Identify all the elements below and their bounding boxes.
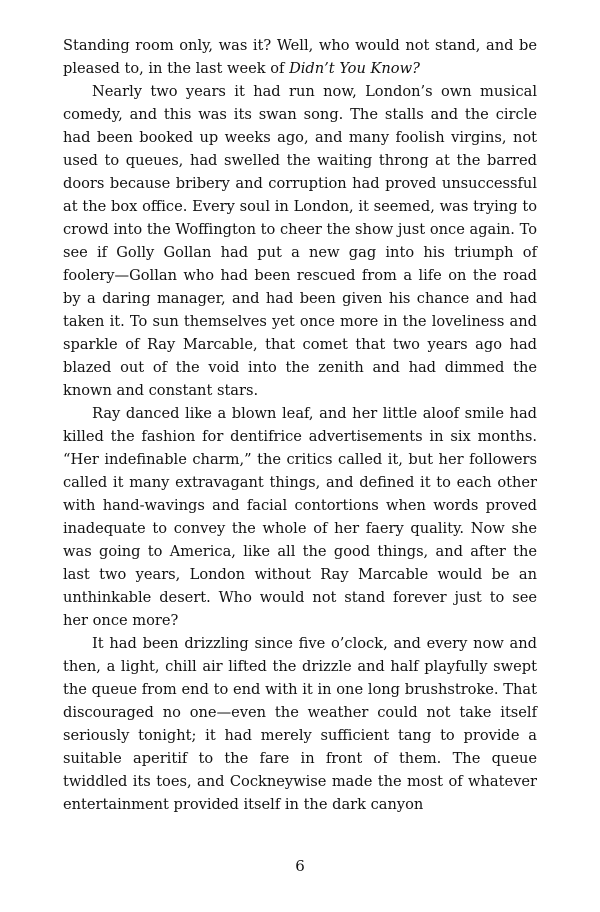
paragraph: Nearly two years it had run now, London’s own musical comedy, and this was its swan song. The stalls and the circle had been booked up weeks ago, and many foolish virgins, not used to queues, had swelled the waiting throng at the barred doors because bribery and corruption had proved unsuccessful at the box office. Every soul in London, it seemed, was trying to crowd into the Woffington to cheer the show just once again. To see if Golly Gollan had put a new gag into his triumph of foolery—Gollan who had been rescued from a life on the road by a daring manager, and had been given his chance and had taken it. To sun themselves yet once more in the loveliness and sparkle of Ray Marcable, that comet that two years ago had blazed out of the void into the zenith and had dimmed the known and constant stars. xyxy=(63,83,537,399)
paragraph-opening xyxy=(63,34,537,80)
show-title: Didn’t You Know? xyxy=(289,60,420,77)
page-number: 6 xyxy=(295,857,305,875)
paragraph: Ray danced like a blown leaf, and her little aloof smile had killed the fashion for dentifrice advertisements in six months. “Her indefinable charm,” the critics called it, but her followers called it many extravagant things, and defined it to each other with hand-wavings and facial contortions when words proved inadequate to convey the whole of her faery quality. Now she was going to America, like all the good things, and after the last two years, London without Ray Marcable would be an unthinkable desert. Who would not stand forever just to see her once more? xyxy=(63,405,537,629)
page-body xyxy=(63,34,537,816)
paragraph-text: Standing room only, was it? Well, who would not stand, and be pleased to, in the last week of xyxy=(63,37,537,77)
paragraph: It had been drizzling since five o’clock, and every now and then, a light, chill air lifted the drizzle and half playfully swept the queue from end to end with it in one long brushstroke. That discouraged no one—even the weather could not take itself seriously tonight; it had merely sufficient tang to provide a suitable aperitif to the fare in front of them. The queue twiddled its toes, and Cockneywise made the most of whatever entertainment provided itself in the dark canyon xyxy=(63,635,537,813)
